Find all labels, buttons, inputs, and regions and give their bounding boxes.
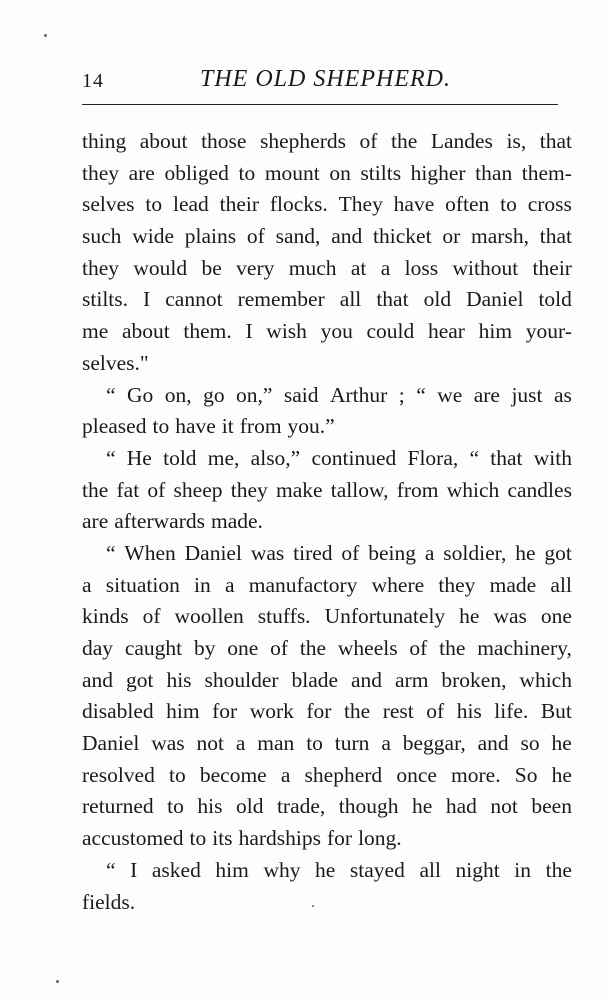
text-line: the fat of sheep they make tallow, from which candles [82,477,572,502]
text-line: are afterwards made. [82,509,263,534]
paper-speck [56,980,59,983]
body-text [82,126,572,918]
text-line: accustomed to its hardships for long. [82,826,402,851]
text-line: returned to his old trade, though he had not been [82,794,572,819]
text-line: a situation in a manufactory where they made all [82,572,572,597]
text-line: resolved to become a shepherd once more. So he [82,762,572,787]
text-line: and got his shoulder blade and arm broken, which [82,667,572,692]
text-line: they are obliged to mount on stilts higher than them- [82,160,572,185]
text-line: selves to lead their flocks. They have often to cross [82,192,572,217]
text-line: “ When Daniel was tired of being a soldier, he got [106,540,572,565]
running-title: THE OLD SHEPHERD. [200,66,451,92]
paper-speck [44,34,47,37]
text-line: me about them. I wish you could hear him your- [82,319,572,344]
text-line: pleased to have it from you.” [82,414,335,439]
text-line: such wide plains of sand, and thicket or marsh, that [82,224,572,249]
text-line: “ I asked him why he stayed all night in the [106,857,572,882]
text-line: disabled him for work for the rest of his life. But [82,699,572,724]
text-line: selves." [82,350,149,375]
page-header [82,62,558,98]
page-number: 14 [82,70,104,92]
text-line: they would be very much at a loss without their [82,255,572,280]
paper-speck [312,905,314,907]
text-line: “ He told me, also,” continued Flora, “ that with [106,445,572,470]
text-line: fields. [82,889,136,914]
text-line: kinds of woollen stuffs. Unfortunately he was one [82,604,572,629]
header-rule [82,104,558,105]
text-line: stilts. I cannot remember all that old Daniel told [82,287,572,312]
text-line: Daniel was not a man to turn a beggar, and so he [82,731,572,756]
text-line: thing about those shepherds of the Landes is, that [82,129,572,153]
text-line: day caught by one of the wheels of the machinery, [82,636,572,660]
text-line: “ Go on, go on,” said Arthur ; “ we are just as [106,382,572,407]
